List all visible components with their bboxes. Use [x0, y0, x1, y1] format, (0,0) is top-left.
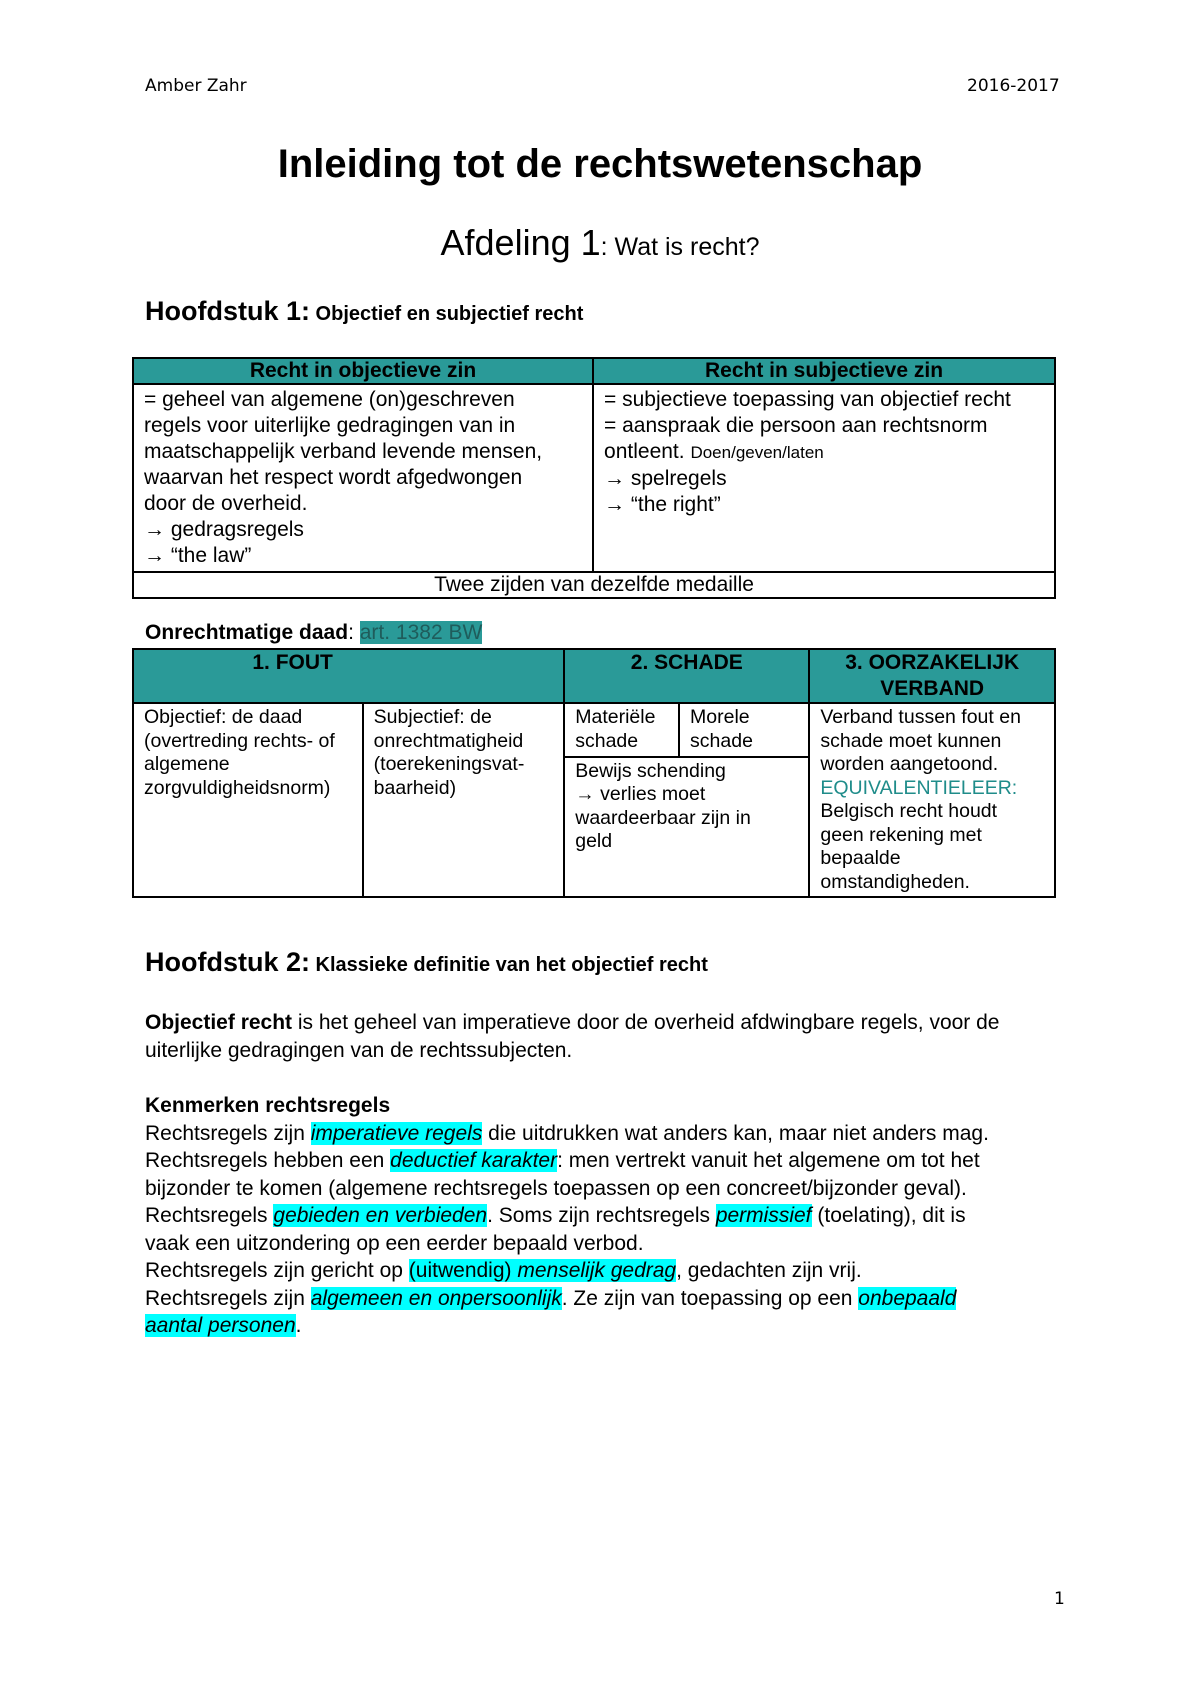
onrechtmatige-daad-table: [132, 648, 1056, 898]
morele-line: schade: [690, 729, 753, 752]
header-author: Amber Zahr: [145, 76, 247, 96]
subjectief-line: Subjectief: de: [373, 706, 492, 728]
highlight: menselijk gedrag: [517, 1259, 677, 1282]
definition-line: [145, 1009, 1085, 1037]
objectief-line: algemene: [144, 753, 230, 775]
definition-line: uiterlijke gedragingen van de rechtssubjecten.: [145, 1038, 573, 1062]
oorzaak-header-line: 3. OORZAKELIJK: [845, 651, 1020, 674]
objectief-line: zorgvuldigheidsnorm): [144, 776, 331, 799]
subjective-line: [604, 439, 1044, 466]
objective-line: waarvan het respect wordt afgedwongen: [144, 466, 523, 489]
subjectief-cell: [363, 703, 565, 897]
article-reference: art. 1382 BW: [359, 621, 483, 644]
chapter-2-title: Klassieke definitie van het objectief recht: [310, 954, 708, 976]
afdeling-prefix: Afdeling 1: [440, 222, 601, 263]
text: : men vertrekt vanuit het algemene om tot het: [557, 1149, 980, 1172]
subjective-header: Recht in subjectieve zin: [593, 358, 1055, 384]
highlight: aantal personen: [145, 1314, 296, 1337]
highlight: permissief: [715, 1204, 812, 1227]
doen-geven-laten: Doen/geven/laten: [690, 443, 824, 462]
bewijs-line: Bewijs schending: [575, 759, 726, 782]
belgisch-line: omstandigheden.: [820, 870, 970, 893]
highlight: gebieden en verbieden: [273, 1204, 488, 1227]
page-number: 1: [1054, 1589, 1065, 1609]
belgisch-line: Belgisch recht houdt: [820, 800, 998, 822]
kenmerken-line: [145, 1312, 1095, 1340]
kenmerken-line: [145, 1257, 1095, 1285]
objectief-line: (overtreding rechts- of: [144, 729, 335, 752]
belgisch-line: geen rekening met: [820, 823, 982, 846]
afdeling-heading: [0, 222, 1200, 264]
kenmerken-line: [145, 1147, 1095, 1175]
objective-line: door de overheid.: [144, 492, 308, 515]
kenmerken-line: [145, 1120, 1095, 1148]
verband-line: Verband tussen fout en: [820, 706, 1021, 728]
highlight: onbepaald: [858, 1286, 957, 1310]
text: Rechtsregels hebben een: [145, 1149, 391, 1172]
objective-line: maatschappelijk verband levende mensen,: [144, 440, 543, 463]
afdeling-suffix: : Wat is recht?: [600, 233, 760, 261]
text: , gedachten zijn vrij.: [676, 1259, 862, 1282]
schade-header: 2. SCHADE: [564, 649, 809, 703]
objective-cell: [133, 384, 593, 572]
kenmerken-line: [145, 1285, 1095, 1313]
oorzaak-header: [809, 649, 1055, 703]
kenmerken-section: [145, 1092, 1095, 1340]
text: Rechtsregels zijn gericht op: [145, 1259, 409, 1282]
onrecht-colon: :: [348, 621, 360, 644]
chapter-1-title: Objectief en subjectief recht: [310, 303, 584, 325]
chapter-2-heading: [145, 947, 708, 978]
chapter-1-prefix: Hoofdstuk 1:: [145, 296, 310, 326]
subjectief-line: onrechtmatigheid: [373, 729, 524, 752]
subjective-line: = aanspraak die persoon aan rechtsnorm: [604, 414, 988, 437]
subjective-line: = subjectieve toepassing van objectief recht: [604, 388, 1011, 411]
highlight: algemeen en onpersoonlijk: [310, 1286, 562, 1310]
definition-term: Objectief recht: [145, 1011, 293, 1034]
kenmerken-line: [145, 1202, 1095, 1230]
kenmerken-heading: Kenmerken rechtsregels: [145, 1094, 391, 1117]
objective-line: regels voor uiterlijke gedragingen van in: [144, 414, 516, 437]
subjective-cell: [593, 384, 1055, 572]
text: .: [295, 1314, 302, 1337]
kenmerken-line: vaak een uitzondering op een eerder bepaald verbod.: [145, 1231, 644, 1255]
onrecht-label: Onrechtmatige daad: [145, 621, 349, 644]
highlight: (uitwendig): [408, 1259, 518, 1282]
objectief-cell: [133, 703, 363, 897]
chapter-2-prefix: Hoofdstuk 2:: [145, 947, 310, 977]
bewijs-line: → verlies moet: [575, 783, 706, 806]
fout-header: 1. FOUT: [133, 649, 564, 703]
header-year: 2016-2017: [967, 76, 1060, 96]
subjectief-line: baarheid): [373, 776, 457, 799]
verband-line: worden aangetoond.: [820, 753, 999, 775]
document-title: Inleiding tot de rechtswetenschap: [277, 142, 923, 186]
text: . Soms zijn rechtsregels: [487, 1204, 716, 1227]
subjective-line-text: ontleent.: [604, 440, 685, 463]
highlight: imperatieve regels: [310, 1121, 483, 1145]
materiele-line: Materiële: [575, 706, 656, 728]
morele-line: Morele: [690, 706, 750, 728]
definition-paragraph: [145, 1009, 1085, 1064]
subjective-line: → “the right”: [604, 493, 721, 516]
kenmerken-line: bijzonder te komen (algemene rechtsregels toepassen op een concreet/bijzonder geval).: [145, 1176, 967, 1200]
bewijs-line: geld: [575, 830, 613, 853]
definition-text: is het geheel van imperatieve door de overheid afdwingbare regels, voor de: [292, 1011, 1000, 1034]
morele-schade-cell: [679, 703, 809, 757]
onrecht-label-line: [145, 621, 482, 645]
verband-line: schade moet kunnen: [820, 729, 1002, 752]
highlight: deductief karakter: [390, 1149, 558, 1172]
verband-cell: [809, 703, 1055, 897]
objectief-line: Objectief: de daad: [144, 706, 303, 728]
objective-line: → gedragsregels: [144, 518, 304, 541]
recht-table: [132, 357, 1056, 599]
text: (toelating), dit is: [811, 1204, 966, 1227]
objective-header: Recht in objectieve zin: [133, 358, 593, 384]
text: . Ze zijn van toepassing op een: [561, 1286, 859, 1310]
objective-line: = geheel van algemene (on)geschreven: [144, 388, 515, 411]
text: Rechtsregels zijn: [145, 1121, 311, 1145]
chapter-1-heading: [145, 296, 583, 327]
objective-line: → “the law”: [144, 544, 252, 567]
subjective-line: → spelregels: [604, 467, 727, 490]
belgisch-line: bepaalde: [820, 847, 901, 869]
text: die uitdrukken wat anders kan, maar niet anders mag.: [482, 1121, 989, 1145]
text: Rechtsregels zijn: [145, 1286, 311, 1310]
materiele-schade-cell: [564, 703, 679, 757]
bewijs-line: waardeerbaar zijn in: [575, 806, 751, 829]
oorzaak-header-line: VERBAND: [880, 677, 985, 700]
text: Rechtsregels: [145, 1204, 274, 1227]
subjectief-line: (toerekeningsvat-: [373, 753, 525, 775]
materiele-line: schade: [575, 729, 639, 752]
equivalentieleer-label: EQUIVALENTIELEER:: [820, 776, 1018, 799]
bewijs-cell: [564, 757, 809, 897]
table-footer: Twee zijden van dezelfde medaille: [133, 572, 1055, 598]
